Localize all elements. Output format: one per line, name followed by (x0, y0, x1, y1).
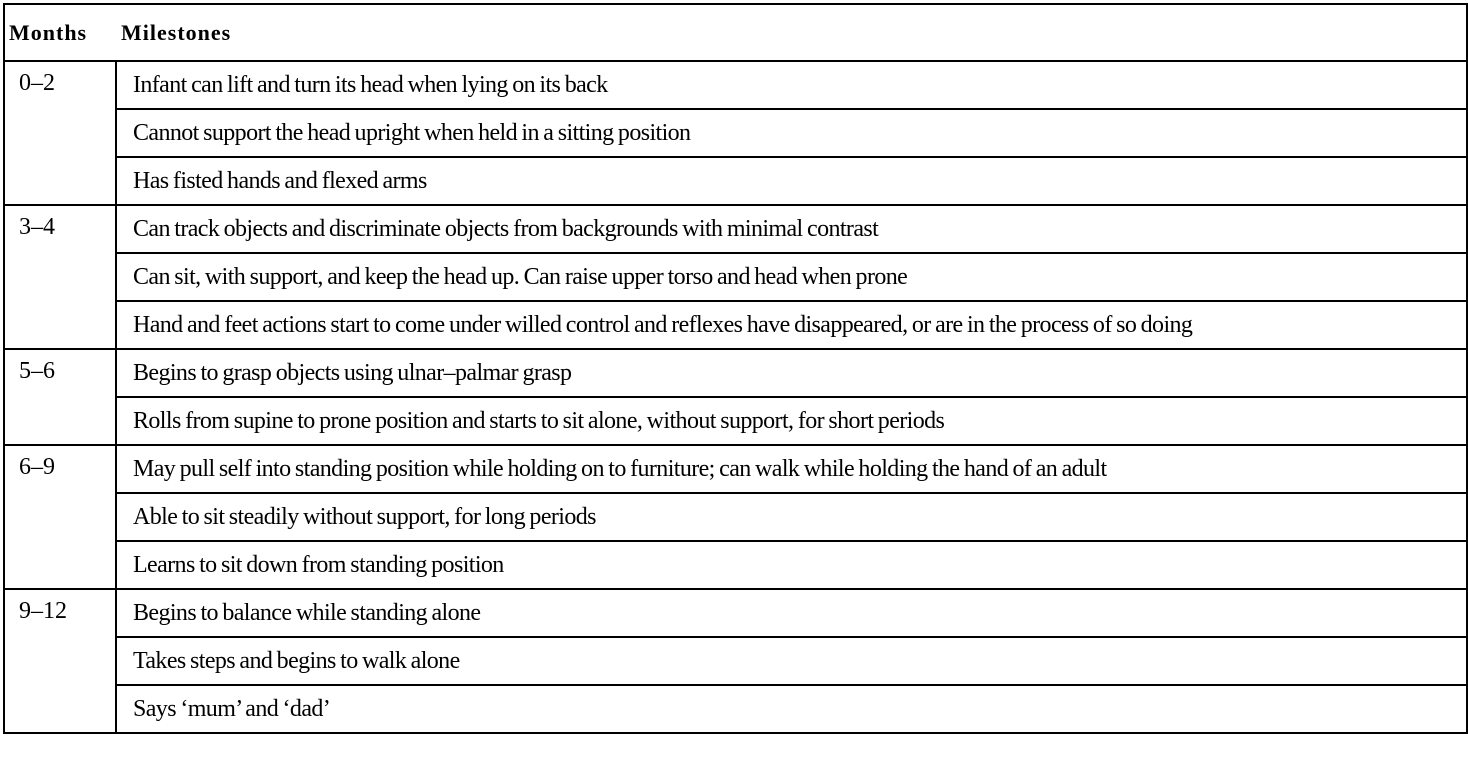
milestones-header: Milestones (121, 19, 232, 45)
months-header: Months (9, 19, 88, 45)
table-row (4, 493, 1467, 541)
milestone-cell: Able to sit steadily without support, for long periods (116, 493, 1467, 541)
milestone-cell: Rolls from supine to prone position and starts to sit alone, without support, for short periods (116, 397, 1467, 445)
table-row (4, 685, 1467, 733)
milestone-cell: Can track objects and discriminate objects from backgrounds with minimal contrast (116, 205, 1467, 253)
table-row (4, 349, 1467, 397)
milestone-cell: Learns to sit down from standing position (116, 541, 1467, 589)
table-row (4, 397, 1467, 445)
milestone-cell: Says ‘mum’ and ‘dad’ (116, 685, 1467, 733)
table-row (4, 157, 1467, 205)
header-cell (4, 4, 1467, 61)
table-row (4, 205, 1467, 253)
table-row (4, 109, 1467, 157)
milestones-table (3, 3, 1468, 734)
milestone-cell: Can sit, with support, and keep the head up. Can raise upper torso and head when prone (116, 253, 1467, 301)
table-row (4, 445, 1467, 493)
table-row (4, 589, 1467, 637)
milestone-cell: Cannot support the head upright when held in a sitting position (116, 109, 1467, 157)
milestone-cell: Begins to grasp objects using ulnar–palmar grasp (116, 349, 1467, 397)
table-row (4, 637, 1467, 685)
month-range-cell: 3–4 (4, 205, 116, 349)
month-range-cell: 6–9 (4, 445, 116, 589)
table-row (4, 301, 1467, 349)
milestone-cell: Begins to balance while standing alone (116, 589, 1467, 637)
milestone-cell: Takes steps and begins to walk alone (116, 637, 1467, 685)
milestone-cell: May pull self into standing position while holding on to furniture; can walk while holding the hand of an adult (116, 445, 1467, 493)
milestone-cell: Hand and feet actions start to come under willed control and reflexes have disappeared, or are in the process of so doing (116, 301, 1467, 349)
month-range-cell: 0–2 (4, 61, 116, 205)
table-row (4, 253, 1467, 301)
month-range-cell: 9–12 (4, 589, 116, 733)
table-row (4, 541, 1467, 589)
month-range-cell: 5–6 (4, 349, 116, 445)
milestone-cell: Has fisted hands and flexed arms (116, 157, 1467, 205)
table-row (4, 61, 1467, 109)
header-row (4, 4, 1467, 61)
milestone-cell: Infant can lift and turn its head when lying on its back (116, 61, 1467, 109)
